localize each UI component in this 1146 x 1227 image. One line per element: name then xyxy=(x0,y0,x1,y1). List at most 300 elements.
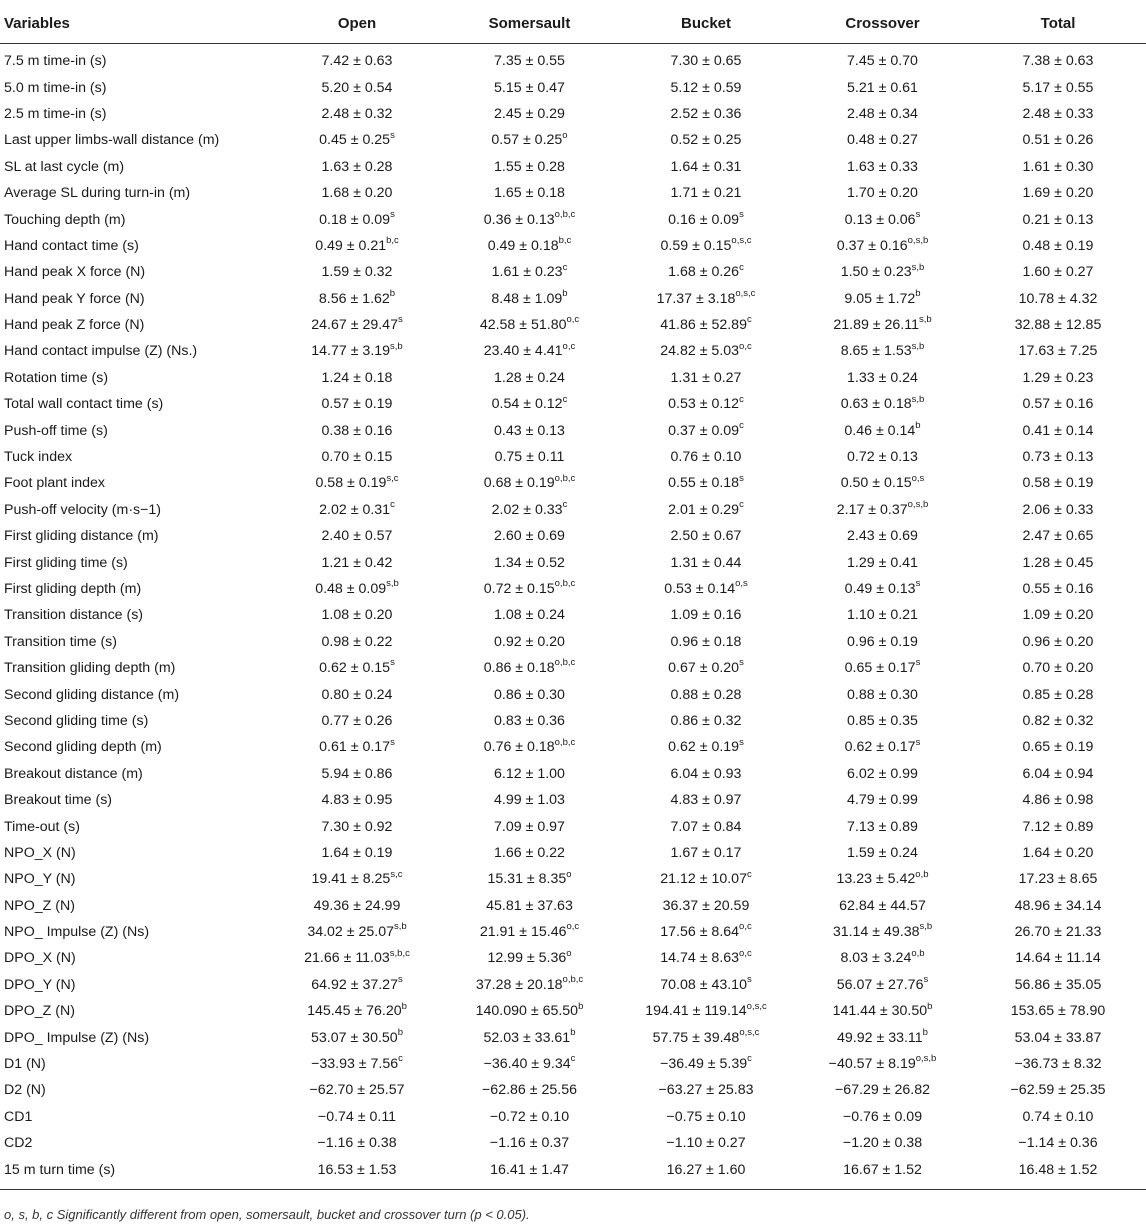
table-cell xyxy=(795,549,970,575)
significance-marker: s xyxy=(915,657,921,669)
cell-value: −40.57 ± 8.19 xyxy=(828,1056,916,1073)
table-cell xyxy=(617,787,795,813)
table-cell xyxy=(272,919,442,945)
table-row xyxy=(0,655,1146,681)
table-cell xyxy=(970,497,1146,523)
table-cell xyxy=(970,523,1146,549)
significance-marker: s xyxy=(915,578,921,590)
cell-value: 5.17 ± 0.55 xyxy=(1022,79,1094,96)
table-cell xyxy=(272,734,442,760)
row-label: Hand peak Y force (N) xyxy=(4,290,145,307)
significance-marker: o,c xyxy=(739,947,752,959)
table-cell xyxy=(442,180,617,206)
table-cell xyxy=(442,101,617,127)
cell-value: 56.86 ± 35.05 xyxy=(1014,976,1102,993)
table-cell xyxy=(617,470,795,496)
cell-value: 1.55 ± 0.28 xyxy=(494,158,565,175)
row-label: 5.0 m time-in (s) xyxy=(4,79,107,96)
cell-value: 1.24 ± 0.18 xyxy=(321,369,393,386)
cell-value: 57.75 ± 39.48 xyxy=(652,1029,740,1046)
row-label: Average SL during turn-in (m) xyxy=(4,185,191,202)
table-cell xyxy=(795,1024,970,1050)
significance-marker: o xyxy=(566,947,572,959)
significance-marker: o,s,c xyxy=(735,287,756,299)
table-row xyxy=(0,523,1146,549)
cell-value: 0.48 ± 0.27 xyxy=(847,132,918,149)
table-row xyxy=(0,444,1146,470)
cell-value: 0.86 ± 0.18 xyxy=(483,660,555,677)
table-cell xyxy=(272,1104,442,1130)
table-cell xyxy=(970,813,1146,839)
table-cell xyxy=(442,127,617,153)
table-cell xyxy=(617,972,795,998)
table-cell xyxy=(795,919,970,945)
cell-value: 4.86 ± 0.98 xyxy=(1022,792,1094,809)
cell-value: 7.09 ± 0.97 xyxy=(494,818,565,835)
table-row xyxy=(0,101,1146,127)
cell-value: 48.96 ± 34.14 xyxy=(1014,897,1102,914)
table-row xyxy=(0,734,1146,760)
cell-value: 0.96 ± 0.20 xyxy=(1022,633,1094,650)
table-cell xyxy=(795,945,970,971)
table-cell xyxy=(795,708,970,734)
significance-marker: b xyxy=(578,1000,584,1012)
cell-value: 0.54 ± 0.12 xyxy=(491,396,563,413)
table-cell xyxy=(272,1077,442,1103)
row-label: NPO_Y (N) xyxy=(4,871,76,888)
cell-value: 0.65 ± 0.19 xyxy=(1022,739,1094,756)
cell-value: 19.41 ± 8.25 xyxy=(311,871,391,888)
significance-marker: c xyxy=(562,393,568,405)
table-cell xyxy=(970,154,1146,180)
table-cell xyxy=(442,576,617,602)
table-cell xyxy=(795,497,970,523)
row-label: Second gliding time (s) xyxy=(4,712,149,729)
table-cell xyxy=(272,74,442,100)
row-label: NPO_ Impulse (Z) (Ns) xyxy=(4,924,150,941)
table-header xyxy=(0,3,1146,44)
significance-marker: b xyxy=(922,1026,928,1038)
table-row xyxy=(0,286,1146,312)
cell-value: 1.68 ± 0.26 xyxy=(668,264,740,281)
table-cell xyxy=(970,549,1146,575)
cell-value: 0.59 ± 0.15 xyxy=(660,237,732,254)
table-cell xyxy=(970,972,1146,998)
table-cell xyxy=(795,866,970,892)
table-cell xyxy=(970,1156,1146,1189)
cell-value: 0.18 ± 0.09 xyxy=(319,211,391,228)
cell-value: 17.23 ± 8.65 xyxy=(1018,871,1098,888)
cell-value: 2.02 ± 0.31 xyxy=(319,501,391,518)
table-cell xyxy=(272,893,442,919)
cell-value: 64.92 ± 37.27 xyxy=(311,976,398,993)
cell-value: 0.41 ± 0.14 xyxy=(1022,422,1094,439)
cell-value: 0.74 ± 0.10 xyxy=(1022,1108,1094,1125)
table-cell xyxy=(442,470,617,496)
significance-marker: o xyxy=(562,129,568,141)
table-row xyxy=(0,1024,1146,1050)
table-cell xyxy=(442,1130,617,1156)
table-cell xyxy=(442,972,617,998)
table-row xyxy=(0,1051,1146,1077)
table-cell xyxy=(442,761,617,787)
table-cell xyxy=(970,840,1146,866)
table-cell xyxy=(617,1130,795,1156)
cell-value: 1.64 ± 0.31 xyxy=(670,158,742,175)
significance-marker: s xyxy=(739,657,744,669)
cell-value: 0.46 ± 0.14 xyxy=(844,422,916,439)
table-row xyxy=(0,629,1146,655)
significance-marker: s xyxy=(746,974,752,986)
table-cell xyxy=(617,523,795,549)
cell-value: 1.34 ± 0.52 xyxy=(494,554,565,571)
cell-value: 31.14 ± 49.38 xyxy=(832,924,920,941)
significance-marker: s,b xyxy=(390,340,403,352)
table-row xyxy=(0,391,1146,417)
column-header-open: Open xyxy=(272,3,442,44)
table-cell xyxy=(795,761,970,787)
table-cell xyxy=(617,655,795,681)
cell-value: 2.52 ± 0.36 xyxy=(670,105,742,122)
row-label: Breakout time (s) xyxy=(4,792,113,809)
table-cell xyxy=(970,206,1146,232)
table-row xyxy=(0,127,1146,153)
row-label: Time-out (s) xyxy=(4,818,80,835)
cell-value: 24.82 ± 5.03 xyxy=(660,343,740,360)
table-row xyxy=(0,180,1146,206)
cell-value: −0.74 ± 0.11 xyxy=(317,1108,397,1125)
row-label: Second gliding distance (m) xyxy=(4,686,180,703)
cell-value: 1.66 ± 0.22 xyxy=(494,844,565,861)
significance-marker: o,c xyxy=(566,921,580,933)
table-row xyxy=(0,417,1146,443)
table-cell xyxy=(272,972,442,998)
table-cell xyxy=(795,787,970,813)
cell-value: 0.21 ± 0.13 xyxy=(1022,211,1094,228)
table-row xyxy=(0,312,1146,338)
cell-value: 2.40 ± 0.57 xyxy=(321,528,393,545)
table-row xyxy=(0,681,1146,707)
cell-value: −0.72 ± 0.10 xyxy=(489,1108,570,1125)
table-cell xyxy=(795,1156,970,1189)
cell-value: 2.47 ± 0.65 xyxy=(1022,528,1094,545)
cell-value: 0.96 ± 0.18 xyxy=(670,633,742,650)
table-cell xyxy=(272,180,442,206)
table-row xyxy=(0,919,1146,945)
significance-marker: s,b xyxy=(394,921,407,933)
cell-value: 1.10 ± 0.21 xyxy=(847,607,918,624)
table-row xyxy=(0,576,1146,602)
table-row xyxy=(0,206,1146,232)
table-body xyxy=(0,44,1146,1190)
cell-value: 0.51 ± 0.26 xyxy=(1022,132,1094,149)
cell-value: 7.38 ± 0.63 xyxy=(1022,53,1094,70)
cell-value: 23.40 ± 4.41 xyxy=(483,343,563,360)
row-label: Touching depth (m) xyxy=(4,211,126,228)
table-cell xyxy=(442,233,617,259)
cell-value: 140.090 ± 65.50 xyxy=(475,1003,579,1020)
cell-value: 1.33 ± 0.24 xyxy=(847,369,918,386)
table-cell xyxy=(272,259,442,285)
cell-value: 1.29 ± 0.23 xyxy=(1022,369,1094,386)
cell-value: 21.66 ± 11.03 xyxy=(304,950,390,967)
cell-value: 1.65 ± 0.18 xyxy=(494,185,565,202)
table-cell xyxy=(272,470,442,496)
cell-value: 1.08 ± 0.24 xyxy=(494,607,565,624)
table-cell xyxy=(272,101,442,127)
cell-value: 0.92 ± 0.20 xyxy=(494,633,565,650)
cell-value: 1.09 ± 0.20 xyxy=(1022,607,1094,624)
cell-value: 0.86 ± 0.32 xyxy=(670,712,742,729)
cell-value: 0.55 ± 0.16 xyxy=(1022,581,1094,597)
table-cell xyxy=(617,840,795,866)
cell-value: 0.72 ± 0.15 xyxy=(483,581,555,597)
table-row xyxy=(0,761,1146,787)
table-cell xyxy=(272,417,442,443)
cell-value: 5.21 ± 0.61 xyxy=(847,79,918,96)
table-cell xyxy=(617,180,795,206)
cell-value: 1.63 ± 0.28 xyxy=(321,158,393,175)
cell-value: 0.16 ± 0.09 xyxy=(668,211,740,228)
significance-marker: s,b xyxy=(918,314,932,326)
table-cell xyxy=(795,1051,970,1077)
table-cell xyxy=(272,549,442,575)
table-cell xyxy=(272,655,442,681)
row-label: SL at last cycle (m) xyxy=(4,158,125,175)
table-cell xyxy=(617,681,795,707)
cell-value: 17.63 ± 7.25 xyxy=(1018,343,1098,360)
table-cell xyxy=(970,1104,1146,1130)
cell-value: 0.55 ± 0.18 xyxy=(668,475,740,492)
table-cell xyxy=(272,127,442,153)
cell-value: 34.02 ± 25.07 xyxy=(307,924,394,941)
table-cell xyxy=(442,444,617,470)
table-cell xyxy=(970,655,1146,681)
table-cell xyxy=(970,127,1146,153)
significance-marker: b xyxy=(570,1026,576,1038)
table-cell xyxy=(970,259,1146,285)
significance-marker: c xyxy=(398,1053,403,1065)
cell-value: 153.65 ± 78.90 xyxy=(1010,1003,1106,1020)
table-row xyxy=(0,497,1146,523)
table-cell xyxy=(617,629,795,655)
row-label: Rotation time (s) xyxy=(4,369,109,386)
significance-marker: o,b,c xyxy=(562,974,584,986)
table-cell xyxy=(795,523,970,549)
cell-value: 0.77 ± 0.26 xyxy=(321,712,393,729)
cell-value: 7.42 ± 0.63 xyxy=(321,53,393,70)
significance-marker: s xyxy=(739,736,744,748)
significance-marker: s xyxy=(390,736,395,748)
significance-marker: c xyxy=(562,499,568,511)
cell-value: −1.14 ± 0.36 xyxy=(1018,1135,1098,1152)
table-cell xyxy=(970,1024,1146,1050)
table-cell xyxy=(442,919,617,945)
cell-value: 1.69 ± 0.20 xyxy=(1022,185,1094,202)
cell-value: 10.78 ± 4.32 xyxy=(1018,290,1098,307)
significance-marker: o,b,c xyxy=(554,472,576,484)
table-cell xyxy=(442,1104,617,1130)
cell-value: 8.65 ± 1.53 xyxy=(840,343,912,360)
significance-marker: s,b xyxy=(911,340,925,352)
table-cell xyxy=(272,998,442,1024)
cell-value: 6.02 ± 0.99 xyxy=(847,765,918,782)
table-cell xyxy=(442,1077,617,1103)
cell-value: 0.57 ± 0.25 xyxy=(491,132,563,149)
cell-value: 0.58 ± 0.19 xyxy=(1022,475,1094,492)
table-cell xyxy=(970,893,1146,919)
cell-value: 6.04 ± 0.93 xyxy=(670,765,742,782)
table-cell xyxy=(970,576,1146,602)
table-cell xyxy=(617,813,795,839)
table-row xyxy=(0,602,1146,628)
significance-marker: b xyxy=(915,419,921,431)
row-label: First gliding distance (m) xyxy=(4,528,159,545)
table-cell xyxy=(272,286,442,312)
row-label: Last upper limbs-wall distance (m) xyxy=(4,132,220,149)
cell-value: 0.52 ± 0.25 xyxy=(670,132,742,149)
table-cell xyxy=(795,1104,970,1130)
cell-value: 1.70 ± 0.20 xyxy=(847,185,918,202)
cell-value: 2.60 ± 0.69 xyxy=(494,528,565,545)
table-cell xyxy=(970,286,1146,312)
cell-value: 0.73 ± 0.13 xyxy=(1022,449,1094,466)
significance-marker: s xyxy=(923,974,929,986)
cell-value: 0.88 ± 0.30 xyxy=(847,686,918,703)
cell-value: 1.28 ± 0.45 xyxy=(1022,554,1094,571)
cell-value: 1.28 ± 0.24 xyxy=(494,369,565,386)
cell-value: 45.81 ± 37.63 xyxy=(486,897,573,914)
table-cell xyxy=(795,101,970,127)
table-cell xyxy=(272,787,442,813)
cell-value: 4.79 ± 0.99 xyxy=(847,792,918,809)
table-cell xyxy=(970,1051,1146,1077)
cell-value: 0.72 ± 0.13 xyxy=(847,449,918,466)
significance-marker: s,b xyxy=(911,261,925,273)
cell-value: 1.61 ± 0.30 xyxy=(1022,158,1094,175)
cell-value: 37.28 ± 20.18 xyxy=(475,976,563,993)
cell-value: 2.48 ± 0.32 xyxy=(321,105,393,122)
significance-marker: c xyxy=(746,314,752,326)
row-label: CD2 xyxy=(4,1135,33,1152)
table-row xyxy=(0,972,1146,998)
column-header-bucket: Bucket xyxy=(617,3,795,44)
table-cell xyxy=(970,470,1146,496)
cell-value: 1.09 ± 0.16 xyxy=(670,607,742,624)
significance-marker: s xyxy=(739,472,744,484)
cell-value: 1.31 ± 0.27 xyxy=(670,369,742,386)
row-label: NPO_X (N) xyxy=(4,844,76,861)
cell-value: 0.49 ± 0.13 xyxy=(844,581,916,597)
cell-value: 0.49 ± 0.21 xyxy=(315,237,387,254)
table-cell xyxy=(795,629,970,655)
table-row xyxy=(0,470,1146,496)
row-label: Hand peak Z force (N) xyxy=(4,317,145,334)
table-row xyxy=(0,1077,1146,1103)
table-cell xyxy=(442,998,617,1024)
table-cell xyxy=(442,365,617,391)
table-row xyxy=(0,840,1146,866)
cell-value: 4.99 ± 1.03 xyxy=(494,792,565,809)
table-cell xyxy=(617,1156,795,1189)
cell-value: 16.41 ± 1.47 xyxy=(490,1161,569,1178)
row-label: Transition time (s) xyxy=(4,633,117,650)
significance-marker: b xyxy=(915,287,921,299)
table-cell xyxy=(617,391,795,417)
cell-value: 0.67 ± 0.20 xyxy=(668,660,740,677)
cell-value: 0.85 ± 0.35 xyxy=(847,712,918,729)
table-cell xyxy=(970,74,1146,100)
significance-marker: o,s,c xyxy=(746,1000,767,1012)
cell-value: 7.30 ± 0.92 xyxy=(321,818,393,835)
table-cell xyxy=(617,1104,795,1130)
cell-value: −62.86 ± 25.56 xyxy=(482,1082,577,1099)
significance-marker: c xyxy=(739,419,744,431)
cell-value: 16.53 ± 1.53 xyxy=(317,1161,397,1178)
table-cell xyxy=(795,734,970,760)
significance-marker: s xyxy=(397,974,403,986)
table-row xyxy=(0,338,1146,364)
cell-value: 62.84 ± 44.57 xyxy=(839,897,926,914)
cell-value: 32.88 ± 12.85 xyxy=(1014,317,1102,334)
table-cell xyxy=(795,74,970,100)
row-label: Transition gliding depth (m) xyxy=(4,660,176,677)
cell-value: 0.38 ± 0.16 xyxy=(321,422,393,439)
table-cell xyxy=(617,206,795,232)
table-cell xyxy=(272,945,442,971)
cell-value: 1.59 ± 0.32 xyxy=(321,264,393,281)
cell-value: 16.48 ± 1.52 xyxy=(1018,1161,1098,1178)
row-label: Total wall contact time (s) xyxy=(4,396,164,413)
table-cell xyxy=(795,417,970,443)
cell-value: 0.76 ± 0.18 xyxy=(483,739,555,756)
row-label: Tuck index xyxy=(4,449,73,466)
cell-value: 16.27 ± 1.60 xyxy=(666,1161,746,1178)
cell-value: 12.99 ± 5.36 xyxy=(487,950,567,967)
table-cell xyxy=(442,681,617,707)
table-cell xyxy=(617,154,795,180)
significance-marker: s,c xyxy=(390,868,403,880)
significance-marker: s,c xyxy=(386,472,399,484)
significance-marker: o,s,b xyxy=(915,1053,937,1065)
table-cell xyxy=(795,444,970,470)
cell-value: 0.48 ± 0.19 xyxy=(1022,237,1094,254)
significance-marker: o,b xyxy=(915,868,929,880)
cell-value: 141.44 ± 30.50 xyxy=(832,1003,928,1020)
table-cell xyxy=(442,154,617,180)
cell-value: −62.70 ± 25.57 xyxy=(309,1082,405,1099)
cell-value: 2.01 ± 0.29 xyxy=(668,501,740,518)
significance-marker: o,b,c xyxy=(554,578,576,590)
significance-marker: o,s,b xyxy=(907,499,929,511)
significance-marker: o,s xyxy=(911,472,925,484)
cell-value: 0.75 ± 0.11 xyxy=(494,449,565,466)
cell-value: −67.29 ± 26.82 xyxy=(835,1082,930,1099)
table-cell xyxy=(970,44,1146,75)
cell-value: 194.41 ± 119.14 xyxy=(645,1003,747,1020)
cell-value: 4.83 ± 0.95 xyxy=(321,792,393,809)
row-label: DPO_Z (N) xyxy=(4,1003,75,1020)
cell-value: −33.93 ± 7.56 xyxy=(311,1056,399,1073)
table-cell xyxy=(617,945,795,971)
cell-value: 1.64 ± 0.19 xyxy=(321,844,393,861)
cell-value: 26.70 ± 21.33 xyxy=(1014,924,1102,941)
cell-value: 1.60 ± 0.27 xyxy=(1022,264,1094,281)
significance-marker: o,b,c xyxy=(554,657,576,669)
table-row xyxy=(0,365,1146,391)
cell-value: 7.13 ± 0.89 xyxy=(847,818,918,835)
table-cell xyxy=(442,813,617,839)
